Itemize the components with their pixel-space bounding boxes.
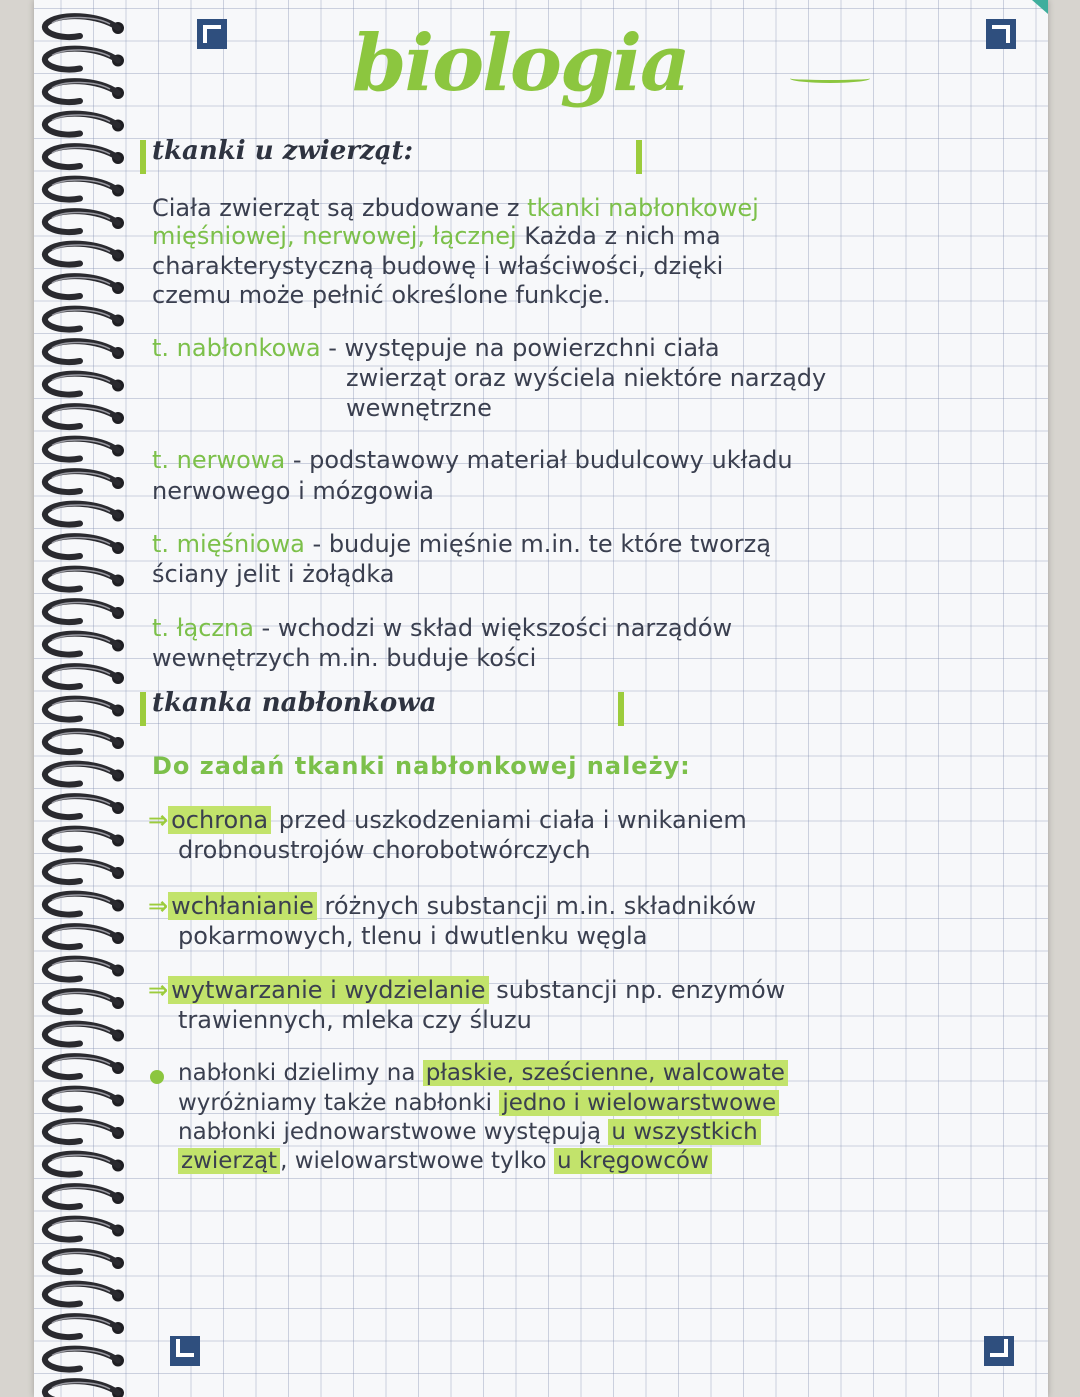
binding-coil [45, 1251, 118, 1272]
intro-line: mięśniowej, nerwowej, łącznej Każda z nich ma [152, 222, 721, 250]
binding-coil [45, 569, 118, 590]
corner-marker-icon [984, 1336, 1014, 1366]
bullet-icon [150, 1070, 164, 1084]
binding-coil [45, 894, 118, 915]
binding-coil [45, 1121, 118, 1142]
intro-line: Ciała zwierząt są zbudowane z tkanki nabłonkowej [152, 194, 759, 222]
corner-marker-icon [197, 19, 227, 49]
intro-line: charakterystyczną budowę i właściwości, dzięki [152, 252, 724, 280]
corner-marker-icon [170, 1336, 200, 1366]
binding-coil [45, 829, 118, 850]
corner-marker-icon [986, 19, 1016, 49]
function-item-line: drobnoustrojów chorobotwórczych [178, 836, 591, 864]
binding-coil [45, 146, 118, 167]
heading-bar [636, 140, 642, 174]
section-subheading: Do zadań tkanki nabłonkowej należy: [152, 752, 691, 780]
binding-coil [45, 699, 118, 720]
binding-coil [45, 439, 118, 460]
summary-line: nabłonki dzielimy na płaskie, sześcienne, walcowate [178, 1060, 788, 1086]
binding-coil [45, 601, 118, 622]
title-swash [790, 74, 870, 83]
function-item: ⇒ ochrona przed uszkodzeniami ciała i wnikaniem [148, 806, 747, 834]
summary-line: zwierząt , wielowarstwowe tylko u kręgowców [178, 1148, 712, 1174]
arrow-icon: ⇒ [148, 806, 169, 834]
tissue-item: t. łączna - wchodzi w skład większości narządów [152, 614, 733, 642]
binding-coil [45, 1154, 118, 1175]
summary-line: nabłonki jednowarstwowe występują u wszystkich [178, 1119, 761, 1145]
binding-coil [45, 634, 118, 655]
binding-coil [45, 1056, 118, 1077]
page-title: biologia [352, 18, 689, 109]
tissue-item-line: ściany jelit i żołądka [152, 560, 395, 588]
binding-coil [45, 1186, 118, 1207]
page-tab [1032, 0, 1048, 14]
function-item: ⇒ wchłanianie różnych substancji m.in. składników [148, 892, 757, 920]
function-item-line: trawiennych, mleka czy śluzu [178, 1006, 532, 1034]
binding-coil [45, 536, 118, 557]
binding-coil [45, 1284, 118, 1305]
tissue-item-line: zwierząt oraz wyściela niektóre narządy [346, 364, 827, 392]
section-heading: tkanki u zwierząt: [152, 136, 414, 166]
binding-coil [45, 1024, 118, 1045]
binding-coil [45, 796, 118, 817]
binding-coil [45, 341, 118, 362]
section-heading: tkanka nabłonkowa [152, 688, 437, 718]
binding-coil [45, 959, 118, 980]
binding-coil [45, 1381, 118, 1397]
tissue-item: t. nabłonkowa - występuje na powierzchni ciała [152, 334, 720, 362]
function-item-line: pokarmowych, tlenu i dwutlenku węgla [178, 922, 648, 950]
arrow-icon: ⇒ [148, 892, 169, 920]
binding-coil [45, 16, 118, 37]
tissue-item-line: nerwowego i mózgowia [152, 477, 434, 505]
tissue-item: t. nerwowa - podstawowy materiał budulcowy układu [152, 446, 793, 474]
tissue-item-line: wewnętrzych m.in. buduje kości [152, 644, 537, 672]
binding-coil [45, 114, 118, 135]
binding-coil [45, 1316, 118, 1337]
binding-coil [45, 374, 118, 395]
tissue-item: t. mięśniowa - buduje mięśnie m.in. te które tworzą [152, 530, 771, 558]
binding-coil [45, 179, 118, 200]
binding-coil [45, 861, 118, 882]
binding-coil [45, 49, 118, 70]
binding-coil [45, 991, 118, 1012]
binding-coil [45, 244, 118, 265]
binding-coil [45, 504, 118, 525]
binding-coil [45, 211, 118, 232]
binding-coil [45, 764, 118, 785]
binding-coil [45, 1219, 118, 1240]
binding-coil [45, 406, 118, 427]
heading-bar [140, 140, 146, 174]
binding-coil [45, 666, 118, 687]
heading-bar [140, 692, 146, 726]
arrow-icon: ⇒ [148, 976, 169, 1004]
function-item: ⇒ wytwarzanie i wydzielanie substancji np. enzymów [148, 976, 786, 1004]
heading-bar [618, 692, 624, 726]
binding-coil [45, 471, 118, 492]
intro-line: czemu może pełnić określone funkcje. [152, 281, 611, 309]
binding-coil [45, 81, 118, 102]
binding-coil [45, 276, 118, 297]
spiral-binding [0, 0, 140, 1397]
tissue-item-line: wewnętrzne [346, 394, 492, 422]
binding-coil [45, 731, 118, 752]
binding-coil [45, 926, 118, 947]
binding-coil [45, 309, 118, 330]
binding-coil [45, 1089, 118, 1110]
binding-coil [45, 1349, 118, 1370]
summary-line: wyróżniamy także nabłonki jedno i wielowarstwowe [178, 1090, 779, 1116]
